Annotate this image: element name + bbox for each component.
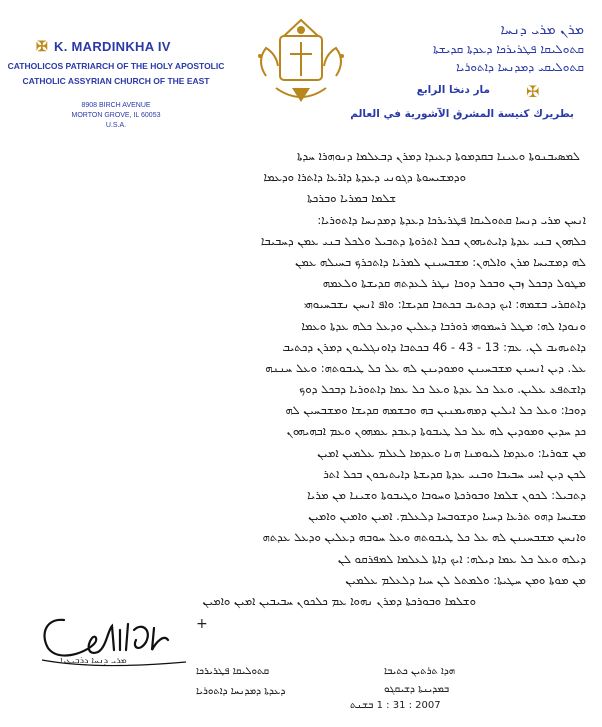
body-line: ܕܐܫܬܦܥ ܥܠܝܢ. ܘܥܠ ܟܠ ܥܕܬܐ ܘܥܠ ܟܠ ܥܡܐ ܕܐܬܘܪܝܐ ܕܒܟܠ ܕܘܟ — [299, 382, 586, 397]
body-line: ܕܬܒܝܠ: ܠܟܘܢ ܫܠܡܐ ܘܒܘܪܟܬܐ ܘܚܘܒܐ ܘܛܝܒܘܬܐ ܘܫܝܢܐ ܡܢ ܡܪܝܐ — [307, 488, 586, 502]
address-line-2: MORTON GROVE, IL 60053 — [71, 112, 161, 119]
subscription-left-line-1: ܩܬܘܠܝܩܐ ܦܛܪܝܪܟܐ — [196, 666, 270, 677]
arabic-title: بطريرك كنيسة المشرق الآشورية في العالم — [350, 108, 574, 120]
body-line: ܠܡܣܝܒܢܘܬܐ ܘܥܝܢܐ ܒܩܕܡܘܬܐ ܕܥܝܕܐ ܕܡܪܢ ܕܒܥܠܡܐ ܕܢܘܗܪܐ ܚܕܬܐ — [296, 149, 580, 163]
syriac-title-line-2: ܩܬܘܠܝܩܐ ܦܛܪܝܪܟܐ ܕܥܕܬܐ ܩܕܝܫܬܐ — [433, 42, 584, 56]
patriarch-name — [36, 38, 171, 55]
body-line: ܠܟܢ ܕܝܢ ܐܚܝ ܚܒܝܒܐ ܘܒܢܝ ܥܕܬܐ ܩܕܝܫܬܐ ܕܐܝܬܝܟܘܢ ܒܟܠ ܐܬܪ — [323, 466, 586, 481]
body-line: ܥܠ. ܕܝܢ ܐܢܚܢܢ ܡܫܒܚܝܢܢ ܘܡܘܕܝܢܢ ܠܗ ܥܠ ܟܠ ܛܝܒܘܬܗ: ܘܥܠ ܚܢܢܗ — [265, 360, 586, 375]
body-line: ܕܐܬܝܗܝܒ ܠܢ. ܥܡ: 13 - 43 - 46 ܒܟܬܒܐ ܕܐܘܢܓܠܝܘܢ ܕܡܪܢ ܕܟܬܝܒ — [282, 339, 586, 354]
body-line: ܘܢܘܕܐ ܠܗ: ܡܛܠ ܪܚܡܘܗܝ ܪܘܪܒܐ ܕܥܠܝܢ ܘܕܥܠ ܟܠܗ ܥܕܬܐ ܘܥܡܐ — [301, 318, 586, 333]
body-line: ܘܕܡܫܝܚܘܬܐ ܕܓܘܢܝ ܕܥܕܬܐ ܕܐܪܥܐ ܕܐܬܪܐ ܘܕܥܡܐ — [263, 170, 466, 185]
body-line: ܕܘܟܐ: ܘܥܠ ܟܠ ܐܝܠܝܢ ܕܡܗܝܡܢܝܢ ܒܗ ܘܒܫܡܗ ܩܕܝܫܐ ܘܡܫܒܚܝܢ ܠܗ — [285, 403, 586, 418]
body-line: ܐܢܚܢ ܡܪܝ ܕܢܚܐ ܩܬܘܠܝܩܐ ܦܛܪܝܪܟܐ ܕܥܕܬܐ ܕܡܕܢܚܐ ܕܐܬܘܪܝܐ: — [317, 212, 586, 227]
subscription-right-line-1: ܗܕܐ ܬܪܬܝܢ ܟܬܝܒܐ — [384, 666, 456, 677]
body-line: ܡܢ ܡܘܬܐ ܘܡܢ ܚܛܝܬܐ: ܘܠܡܬܠ ܠܢ ܚܝܐ ܕܠܥܠܡ ܥܠܡܝܢ — [345, 572, 586, 587]
title-line-1: CATHOLICOS PATRIARCH OF THE HOLY APOSTOLIC — [7, 61, 225, 71]
letter-date: 2007 : 31 : 1 ܒܫܢܬ — [350, 700, 441, 711]
address-line-1: 8908 BIRCH AVENUE — [81, 102, 151, 109]
cross-icon: ✠ — [36, 38, 49, 54]
syriac-title-line-1: ܡܪܢ ܡܪܝ ܕܢܚܐ — [500, 22, 584, 38]
cross-icon: ✠ — [526, 82, 540, 101]
body-line: ܫܠܡܐ ܒܡܪܝܐ ܘܒܪܟܬܐ — [307, 191, 396, 206]
title-line-2: CATHOLIC ASSYRIAN CHURCH OF THE EAST — [22, 76, 210, 86]
signature-caption: ܡܪܝ ܕܢܚܐ ܕܪܒܝܥܝܐ — [60, 656, 127, 666]
body-line: ܕܝܠܗ ܘܥܠ ܟܠ ܥܡܐ ܕܝܠܗ: ܐܝܟ ܕܐܬܐ ܠܥܠܡܐ ܠܡܦܪܩܘ ܠܢ — [337, 551, 586, 566]
body-line: ܘܐܢܚܢ ܡܫܒܚܝܢܢ ܠܗ ܥܠ ܟܠ ܛܝܒܘܬܗ ܘܥܠ ܚܘܒܗ ܕܥܠܝܢ ܘܕܥܠ ܥܕܬܗ — [262, 530, 586, 545]
arabic-name: مار دنخا الرابع — [416, 84, 490, 96]
body-line: ܕܐܬܩܪܝ ܒܫܡܗ: ܐܝܟ ܕܟܬܝܒ ܒܟܬܒܐ ܩܕܝܫܐ: ܘܐܦ ܐܢܚܢ ܢܫܒܚܝܘܗܝ — [303, 297, 586, 312]
body-line: ܟܠܗܘܢ ܒܢܝ ܥܕܬܐ ܕܐܝܬܝܗܘܢ ܒܟܠ ܐܬܪܘܬܐ ܕܬܒܝܠ ܘܠܟܠ ܒܢܝ ܥܡܢ ܕܚܒܝܒܐ — [260, 233, 586, 248]
cross-icon: + — [196, 616, 208, 632]
patriarchal-seal-icon — [246, 6, 356, 116]
body-line: ܟܕ ܚܕܝܢ ܘܡܘܕܝܢ ܠܗ ܥܠ ܟܠ ܛܝܒܘܬܐ ܕܥܒܕ ܥܡܗܘܢ ܘܥܡ ܐܒܗܝܗܘܢ — [286, 424, 586, 439]
body-line: ܡܢ ܫܘܪܝܐ: ܘܥܕܡܐ ܠܝܘܡܢܐ ܗܢܐ ܘܥܕܡܐ ܠܥܠܡ ܥܠܡܝܢ ܐܡܝܢ — [317, 445, 586, 460]
subscription-right-line-2: ܒܡܕܝܢܬܐ ܕܫܝܩܓܘ — [384, 684, 450, 695]
body-line: ܡܫܝܚܐ ܕܗܘ ܬܪܥܐ ܕܚܝܐ ܘܕܫܘܒܚܐ ܕܠܥܠܡ. ܐܡܝܢ ܘܐܡܝܢ ܘܐܡܝܢ — [308, 509, 586, 524]
body-line: ܠܗ ܕܡܫܝܚܐ ܡܪܢ ܘܐܠܗܢ: ܡܫܒܚܝܢܢ ܠܡܪܝܐ ܕܐܬܟܪܟ ܒܚܝܠܗ ܥܡܢ — [295, 254, 586, 269]
patriarch-name-text: K. MARDINKHA IV — [54, 39, 171, 54]
body-line: ܡܛܘܠ ܕܒܟܠ ܙܒܢ ܘܒܟܠ ܕܘܟܐ ܢܛܪ ܠܥܕܬܗ ܩܕܝܫܬܐ ܘܠܥܡܗ — [322, 276, 586, 291]
syriac-title-line-3: ܩܬܘܠܝܩܝ ܕܡܕܢܚܐ ܕܐܬܘܪܝܐ — [456, 60, 584, 74]
letterhead-syriac-arabic — [350, 22, 600, 134]
subscription-left-line-2: ܕܥܕܬܐ ܕܡܕܢܚܐ ܕܐܬܘܪܝܐ — [196, 686, 286, 697]
letter-body — [20, 146, 586, 612]
address-line-3: U.S.A. — [105, 122, 127, 129]
body-line: ܘܫܠܡܐ ܘܒܘܪܟܬܐ ܕܡܪܢ ܢܗܘܐ ܥܡ ܟܠܟܘܢ ܚܒܝܒܝܢ ܐܡܝܢ ܘܐܡܝܢ — [202, 593, 476, 608]
